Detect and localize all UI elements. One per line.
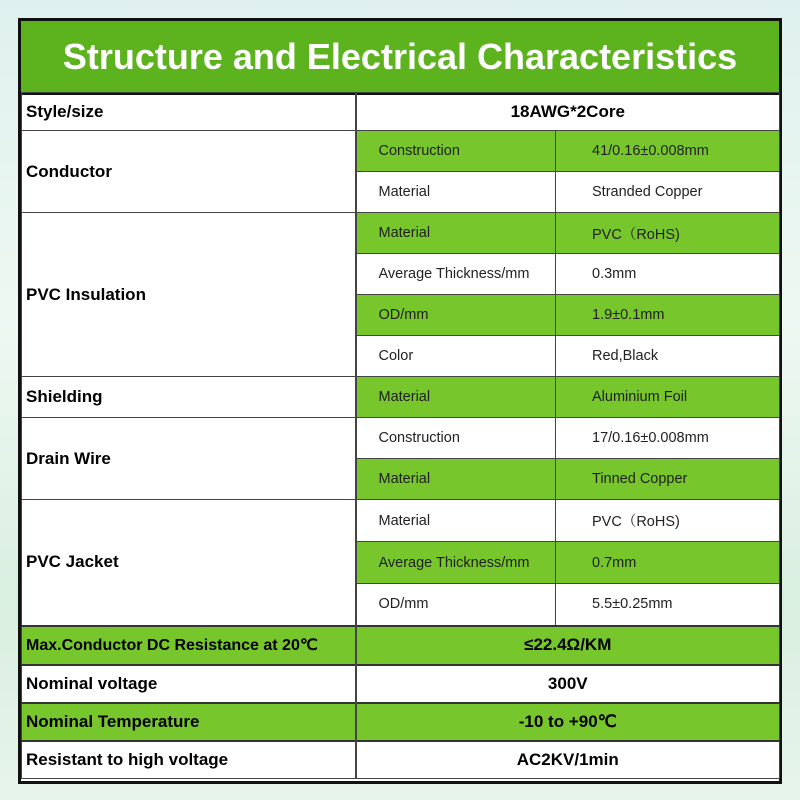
property-value: 0.3mm xyxy=(556,254,780,295)
property-value: 1.9±0.1mm xyxy=(556,295,780,336)
table-row xyxy=(22,500,780,542)
property-label: Average Thickness/mm xyxy=(356,254,556,295)
category-conductor: Conductor xyxy=(22,131,356,213)
table-row xyxy=(22,703,780,741)
property-value: Stranded Copper xyxy=(556,172,780,213)
electrical-value: -10 to +90℃ xyxy=(356,703,780,741)
spec-frame xyxy=(18,18,782,784)
table-row xyxy=(22,131,780,172)
property-value: Aluminium Foil xyxy=(556,377,780,418)
page-title: Structure and Electrical Characteristics xyxy=(21,21,779,95)
table-row xyxy=(22,418,780,459)
table-row xyxy=(22,93,780,131)
category-shielding: Shielding xyxy=(22,377,356,418)
spec-table xyxy=(21,92,780,779)
property-label: Construction xyxy=(356,131,556,172)
property-label: OD/mm xyxy=(356,584,556,626)
electrical-label: Max.Conductor DC Resistance at 20℃ xyxy=(22,626,356,665)
property-label: Material xyxy=(356,377,556,418)
property-value: 5.5±0.25mm xyxy=(556,584,780,626)
property-value: Red,Black xyxy=(556,336,780,377)
electrical-label: Nominal Temperature xyxy=(22,703,356,741)
table-row xyxy=(22,213,780,254)
table-row xyxy=(22,665,780,703)
property-label: Average Thickness/mm xyxy=(356,542,556,584)
electrical-value: ≤22.4Ω/KM xyxy=(356,626,780,665)
category-pvc-insulation: PVC Insulation xyxy=(22,213,356,377)
property-value: Tinned Copper xyxy=(556,459,780,500)
property-value: 17/0.16±0.008mm xyxy=(556,418,780,459)
property-value: 0.7mm xyxy=(556,542,780,584)
table-row xyxy=(22,377,780,418)
style-size-label: Style/size xyxy=(22,93,356,131)
property-label: Material xyxy=(356,213,556,254)
property-value: PVC（RoHS) xyxy=(556,213,780,254)
property-label: Material xyxy=(356,172,556,213)
electrical-value: 300V xyxy=(356,665,780,703)
table-row xyxy=(22,741,780,779)
category-pvc-jacket: PVC Jacket xyxy=(22,500,356,626)
property-label: Color xyxy=(356,336,556,377)
electrical-label: Nominal voltage xyxy=(22,665,356,703)
property-label: Material xyxy=(356,500,556,542)
property-label: Construction xyxy=(356,418,556,459)
property-value: 41/0.16±0.008mm xyxy=(556,131,780,172)
electrical-value: AC2KV/1min xyxy=(356,741,780,779)
electrical-label: Resistant to high voltage xyxy=(22,741,356,779)
property-label: OD/mm xyxy=(356,295,556,336)
table-row xyxy=(22,626,780,665)
property-label: Material xyxy=(356,459,556,500)
style-size-value: 18AWG*2Core xyxy=(356,93,780,131)
category-drain-wire: Drain Wire xyxy=(22,418,356,500)
property-value: PVC（RoHS) xyxy=(556,500,780,542)
